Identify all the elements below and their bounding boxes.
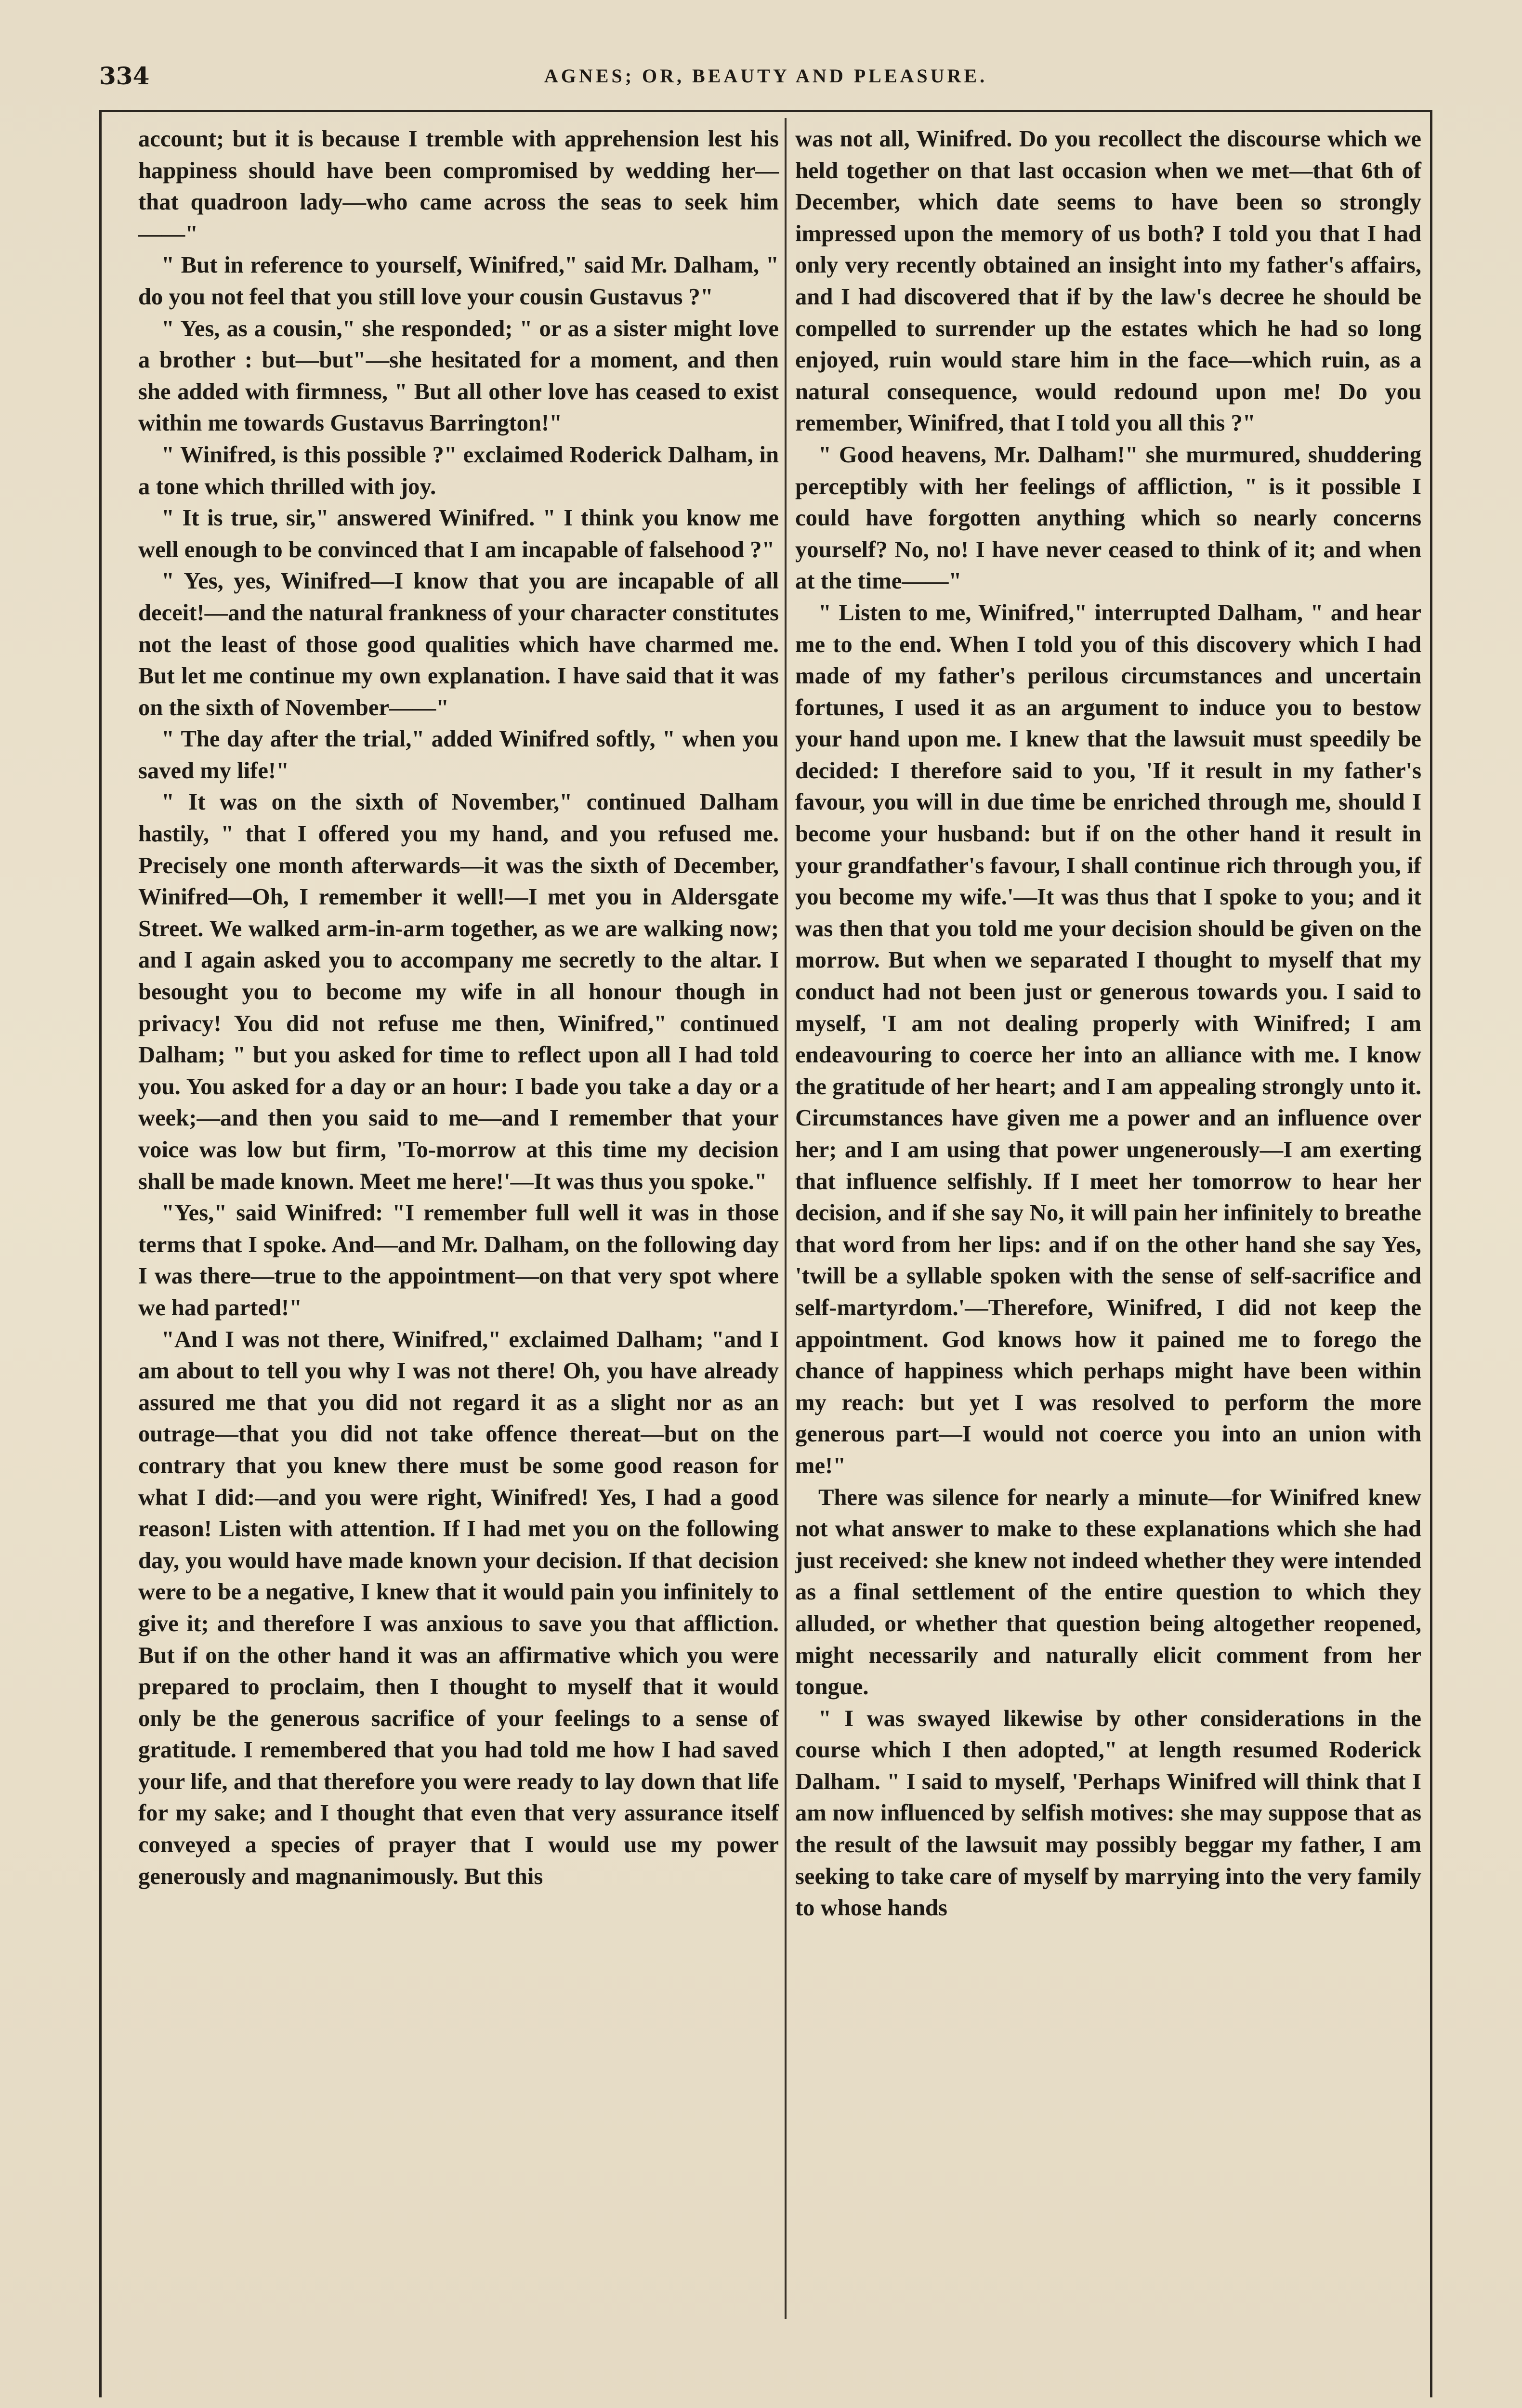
right-border-rule bbox=[1430, 110, 1432, 2397]
paragraph: " It is true, sir," answered Winifred. " I think you know me well enough to be convinced that I am incapable of falsehood ?" bbox=[138, 505, 779, 563]
paragraph: " Good heavens, Mr. Dalham!" she murmured, shuddering perceptibly with her feelings of affliction, " is it possible I could have forgotten anything which so nearly concerns yourself? No, no! I have never ceased to think of it; and when at the time——" bbox=[795, 441, 1421, 594]
paragraph: was not all, Winifred. Do you recollect the discourse which we held together on that last occasion when we met—that 6th of December, which date seems to have been so strongly impressed upon the memory of us both? I told you that I had only very recently obtained an insight into my father's affairs, and I had discovered that if by the law's decree he should be compelled to surrender up the estates which he had so long enjoyed, ruin would stare him in the face—which ruin, as a natural consequence, would redound upon me! Do you remember, Winifred, that I told you all this ?" bbox=[795, 126, 1421, 436]
running-head: AGNES; OR, BEAUTY AND PLEASURE. bbox=[544, 65, 988, 87]
paragraph: " Listen to me, Winifred," interrupted Dalham, " and hear me to the end. When I told you of this discovery which I had made of my father's perilous circumstances and uncertain fortunes, I used it as an argument to induce you to bestow your hand upon me. I knew that the lawsuit must speedily be decided: I therefore said to you, 'If it result in my father's favour, you will in due time be enriched through me, should I become your husband: but if on the other hand it result in your grandfather's favour, I shall continue rich through you, if you become my wife.'—It was thus that I spoke to you; and it was then that you told me your decision should be given on the morrow. But when we separated I thought to myself that my conduct had not been just or generous towards you. I said to myself, 'I am not dealing properly with Winifred; I am endeavouring to coerce her into an alliance with me. I know the gratitude of her heart; and I am appealing strongly unto it. Circumstances have given me a power and an influence over her; and I am using that power ungenerously—I am exerting that influence selfishly. If I meet her tomorrow to hear her decision, and if she say No, it will pain her infinitely to breathe that word from her lips: and if on the other hand she say Yes, 'twill be a syllable spoken with the sense of self-sacrifice and self-martyrdom.'—Therefore, Winifred, I did not keep the appointment. God knows how it pained me to forego the chance of happiness which perhaps might have been within my reach: but yet I was resolved to perform the more generous part—I would not coerce you into an union with me!" bbox=[795, 599, 1421, 1479]
page-header bbox=[99, 62, 1432, 95]
left-border-rule bbox=[99, 110, 102, 2397]
paragraph: " It was on the sixth of November," continued Dalham hastily, " that I offered you my hand, and you refused me. Precisely one month afterwards—it was the sixth of December, Winifred—Oh, I remember it well!—I met you in Aldersgate Street. We walked arm-in-arm together, as we are walking now; and I again asked you to accompany me secretly to the altar. I besought you to become my wife in all honour though in privacy! You did not refuse me then, Winifred," continued Dalham; " but you asked for time to reflect upon all I had told you. You asked for a day or an hour: I bade you take a day or a week;—and then you said to me—and I remember that your voice was low but firm, 'To-morrow at this time my decision shall be made known. Meet me here!'—It was thus you spoke." bbox=[138, 789, 779, 1194]
paragraph: "Yes," said Winifred: "I remember full well it was in those terms that I spoke. And—and Mr. Dalham, on the following day I was there—true to the appointment—on that very spot where we had parted!" bbox=[138, 1200, 779, 1321]
page-number: 334 bbox=[99, 62, 150, 90]
paragraph: account; but it is because I tremble with apprehension lest his happiness should have been compromised by wedding her—that quadroon lady—who came across the seas to seek him——" bbox=[138, 126, 779, 247]
paragraph: " I was swayed likewise by other considerations in the course which I then adopted," at length resumed Roderick Dalham. " I said to myself, 'Perhaps Winifred will think that I am now influenced by selfish motives: she may suppose that as the result of the lawsuit may possibly beggar my father, I am seeking to take care of myself by marrying into the very family to whose hands bbox=[795, 1705, 1421, 1921]
paragraph: " Yes, yes, Winifred—I know that you are incapable of all deceit!—and the natural frankness of your character constitutes not the least of those good qualities which have charmed me. But let me continue my own explanation. I have said that it was on the sixth of November——" bbox=[138, 568, 779, 720]
paragraph: There was silence for nearly a minute—for Winifred knew not what answer to make to these explanations which she had just received: she knew not indeed whether they were intended as a final settlement of the entire question to which they alluded, or whether that question being altogether reopened, might necessarily and naturally elicit comment from her tongue. bbox=[795, 1484, 1421, 1700]
paragraph: " Yes, as a cousin," she responded; " or as a sister might love a brother : but—but"—she hesitated for a moment, and then she added with firmness, " But all other love has ceased to exist within me towards Gustavus Barrington!" bbox=[138, 315, 779, 436]
column-divider bbox=[785, 118, 787, 2319]
left-column bbox=[138, 123, 779, 1892]
header-rule bbox=[99, 110, 1432, 112]
right-column bbox=[795, 123, 1421, 1924]
paragraph: "And I was not there, Winifred," exclaimed Dalham; "and I am about to tell you why I was not there! Oh, you have already assured me that you did not regard it as a slight nor as an outrage—that you did not take offence thereat—but on the contrary that you knew there must be some good reason for what I did:—and you were right, Winifred! Yes, I had a good reason! Listen with attention. If I had met you on the following day, you would have made known your decision. If that decision were to be a negative, I knew that it would pain you infinitely to give it; and therefore I was anxious to save you that affliction. But if on the other hand it was an affirmative which you were prepared to proclaim, then I thought to myself that it would only be the generous sacrifice of your feelings to a sense of gratitude. I remembered that you had told me how I had saved your life, and that therefore you were ready to lay down that life for my sake; and I thought that even that very assurance itself conveyed a species of prayer that I would use my power generously and magnanimously. But this bbox=[138, 1326, 779, 1889]
paragraph: " Winifred, is this possible ?" exclaimed Roderick Dalham, in a tone which thrilled with joy. bbox=[138, 441, 779, 499]
paragraph: " The day after the trial," added Winifred softly, " when you saved my life!" bbox=[138, 726, 779, 784]
paragraph: " But in reference to yourself, Winifred," said Mr. Dalham, " do you not feel that you still love your cousin Gustavus ?" bbox=[138, 252, 779, 310]
